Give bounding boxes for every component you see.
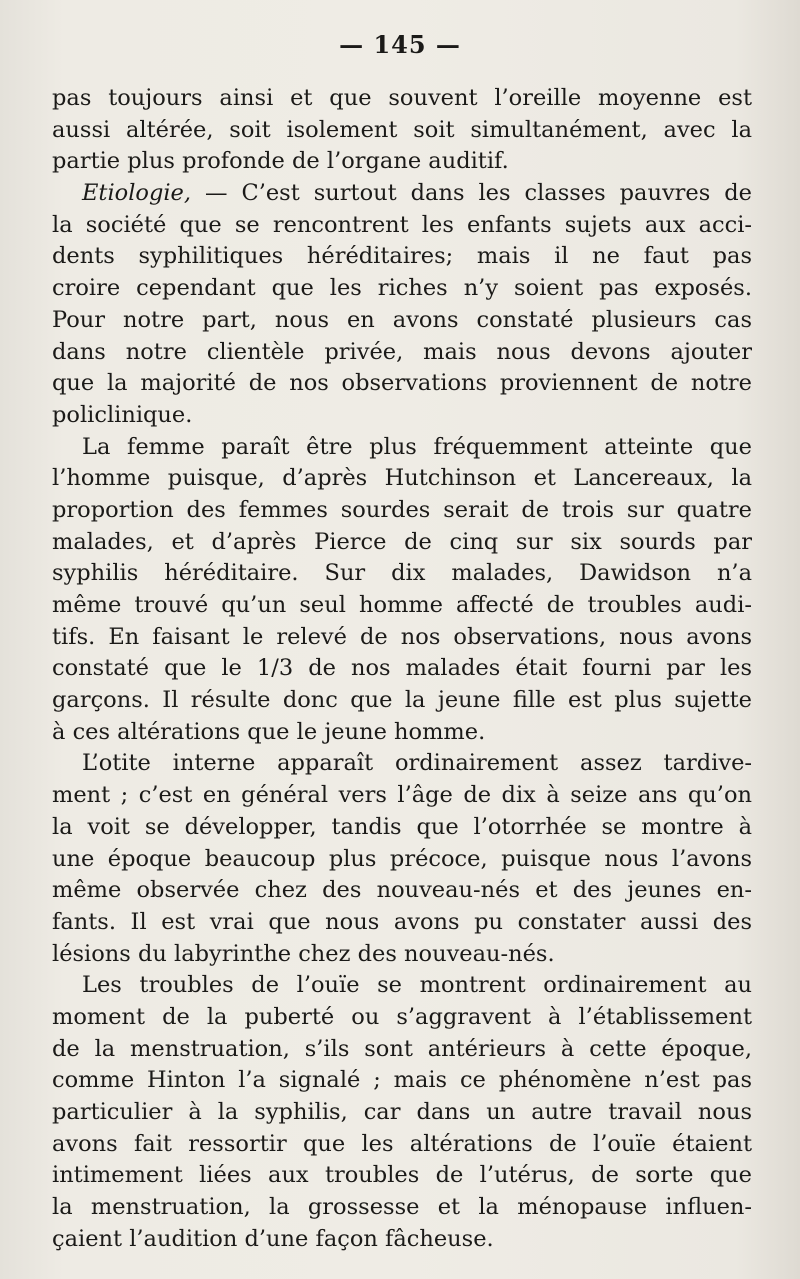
text-line (52, 875, 752, 907)
text-line (52, 368, 752, 400)
text-line (52, 748, 752, 780)
line-text: fants. Il est vrai que nous avons pu constater aussi des (52, 908, 752, 935)
text-line (52, 178, 752, 210)
text-line (52, 273, 752, 305)
line-text: une époque beaucoup plus précoce, puisque nous l’avons (52, 845, 752, 872)
line-text: garçons. Il résulte donc que la jeune fille est plus sujette (52, 687, 752, 714)
line-text: syphilis héréditaire. Sur dix malades, Dawidson n’a (52, 560, 752, 587)
text-line (52, 1002, 752, 1034)
line-text: Pour notre part, nous en avons constaté plusieurs cas (52, 306, 752, 333)
line-text: pas toujours ainsi et que souvent l’oreille moyenne est (52, 85, 752, 111)
text-line (52, 1065, 752, 1097)
line-text: çaient l’audition d’une façon fâcheuse. (52, 1225, 494, 1252)
line-text: que la majorité de nos observations proviennent de notre (52, 370, 752, 397)
line-text: proportion des femmes sourdes serait de trois sur quatre (52, 496, 752, 523)
text-line (52, 527, 752, 559)
page-number: — 145 — (339, 30, 461, 59)
text-line (52, 146, 752, 178)
line-text: même observée chez des nouveau-nés et des jeunes en- (52, 877, 752, 904)
text-line (52, 812, 752, 844)
line-text: constaté que le 1/3 de nos malades était fourni par les (52, 655, 752, 682)
text-line (52, 495, 752, 527)
text-line (52, 463, 752, 495)
text-line (52, 305, 752, 337)
section-heading: Etiologie, (82, 180, 192, 207)
text-line (52, 970, 752, 1002)
text-line (52, 590, 752, 622)
line-text: particulier à la syphilis, car dans un autre travail nous (52, 1099, 752, 1125)
line-text: Les troubles de l’ouïe se montrent ordinairement au (82, 972, 752, 999)
line-text: dents syphilitiques héréditaires; mais il ne faut pas (52, 243, 752, 270)
line-text: même trouvé qu’un seul homme affecté de troubles audi- (52, 592, 752, 618)
text-line (52, 400, 752, 432)
text-line (52, 653, 752, 685)
text-line (52, 241, 752, 273)
line-text: — C’est surtout dans les classes pauvres de (191, 180, 752, 207)
line-text: La femme paraît être plus fréquemment atteinte que (82, 433, 752, 460)
text-line (52, 1129, 752, 1161)
text-line (52, 1192, 752, 1224)
text-line (52, 622, 752, 654)
line-text: dans notre clientèle privée, mais nous devons ajouter (52, 338, 752, 365)
text-line (52, 337, 752, 369)
line-text: croire cependant que les riches n’y soient pas exposés. (52, 275, 752, 302)
text-line (52, 115, 752, 147)
text-line (52, 558, 752, 590)
line-text: la voit se développer, tandis que l’otorrhée se montre à (52, 813, 752, 840)
text-line (52, 780, 752, 812)
text-line (52, 1097, 752, 1129)
line-text: comme Hinton l’a signalé ; mais ce phénomène n’est pas (52, 1067, 752, 1094)
line-text: policlinique. (52, 401, 193, 428)
text-line (52, 1224, 752, 1256)
text-line (52, 210, 752, 242)
text-line (52, 907, 752, 939)
text-line (52, 685, 752, 717)
line-text: malades, et d’après Pierce de cinq sur six sourds par (52, 528, 752, 555)
line-text: moment de la puberté ou s’aggravent à l’établissement (52, 1003, 752, 1030)
line-text: L’otite interne apparaît ordinairement assez tardive- (82, 750, 752, 777)
body-text (52, 83, 752, 1255)
line-text: la menstruation, la grossesse et la ménopause influen- (52, 1194, 752, 1221)
line-text: à ces altérations que le jeune homme. (52, 718, 486, 745)
text-line (52, 844, 752, 876)
line-text: lésions du labyrinthe chez des nouveau-nés. (52, 940, 555, 967)
line-text: aussi altérée, soit isolement soit simultanément, avec la (52, 116, 752, 143)
line-text: l’homme puisque, d’après Hutchinson et Lancereaux, la (52, 465, 752, 492)
text-line (52, 83, 752, 115)
line-text: avons fait ressortir que les altérations de l’ouïe étaient (52, 1130, 752, 1157)
line-text: ment ; c’est en général vers l’âge de dix à seize ans qu’on (52, 782, 752, 809)
line-text: tifs. En faisant le relevé de nos observations, nous avons (52, 623, 752, 650)
text-line (52, 717, 752, 749)
line-text: intimement liées aux troubles de l’utérus, de sorte que (52, 1162, 752, 1189)
line-text: de la menstruation, s’ils sont antérieurs à cette époque, (52, 1035, 752, 1062)
text-line (52, 939, 752, 971)
line-text: la société que se rencontrent les enfants sujets aux acci- (52, 211, 752, 238)
line-text: partie plus profonde de l’organe auditif. (52, 148, 509, 175)
text-line (52, 1034, 752, 1066)
text-line (52, 1160, 752, 1192)
text-line (52, 432, 752, 464)
